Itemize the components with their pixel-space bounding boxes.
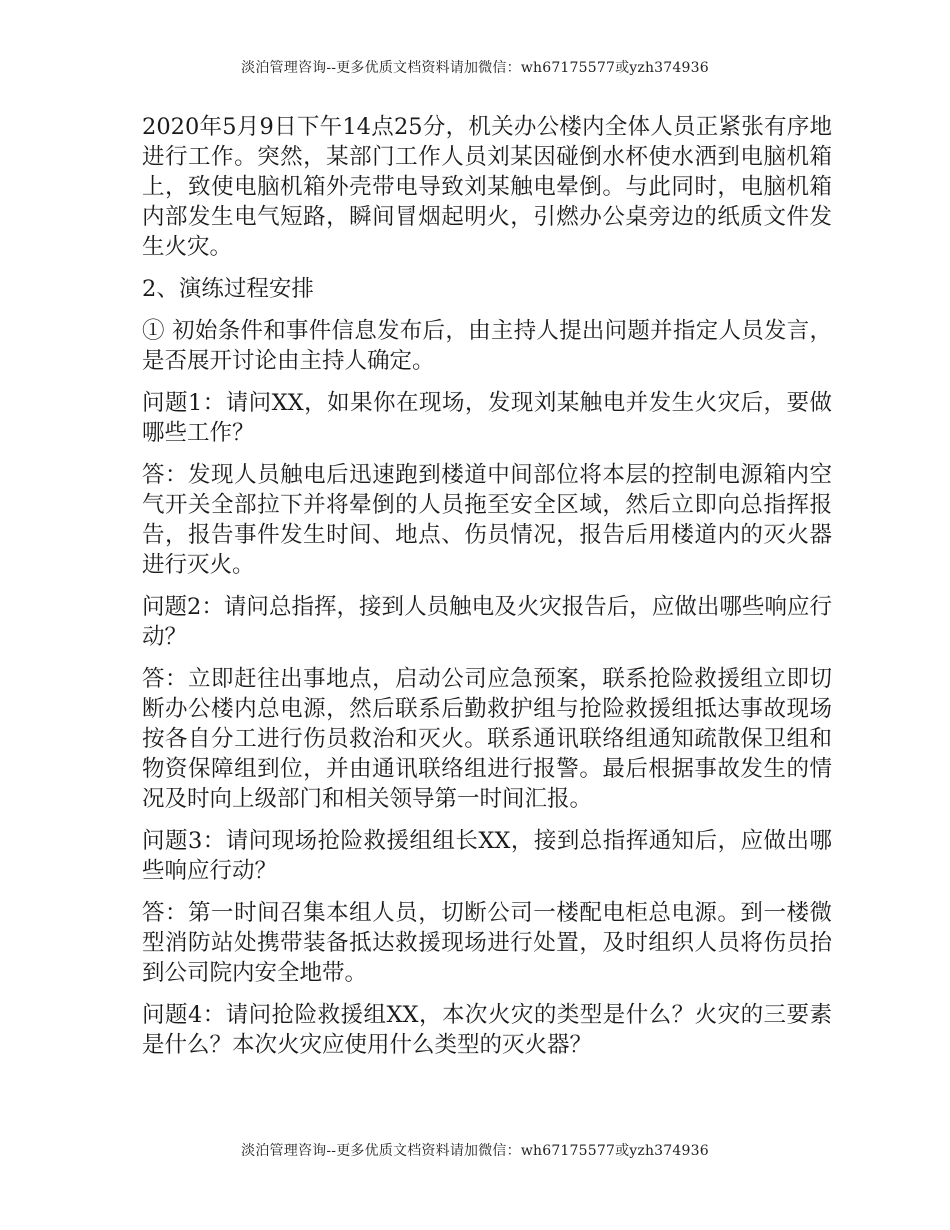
answer-2: 答：立即赶往出事地点，启动公司应急预案，联系抢险救援组立即切断办公楼内总电源，然后联系后勤救护组与抢险救援组抵达事故现场按各自分工进行伤员救治和灭火。联系通讯联络组通知疏散保卫组和物资保障组到位，并由通讯联络组进行报警。最后根据事故发生的情况及时向上级部门和相关领导第一时间汇报。 — [142, 666, 832, 812]
question-3: 问题3：请问现场抢险救援组组长XX，接到总指挥通知后，应做出哪些响应行动？ — [142, 828, 832, 884]
question-4: 问题4：请问抢险救援组XX，本次火灾的类型是什么？火灾的三要素是什么？本次火灾应使用什么类型的灭火器？ — [142, 1002, 832, 1058]
page-header: 淡泊管理咨询--更多优质文档资料请加微信：wh67175577或yzh374936 — [241, 60, 709, 76]
answer-1: 答：发现人员触电后迅速跑到楼道中间部位将本层的控制电源箱内空气开关全部拉下并将晕倒的人员拖至安全区域，然后立即向总指挥报告，报告事件发生时间、地点、伤员情况，报告后用楼道内的灭火器进行灭火。 — [142, 462, 832, 578]
question-2: 问题2：请问总指挥，接到人员触电及火灾报告后，应做出哪些响应行动？ — [142, 594, 832, 650]
document-body — [142, 112, 832, 1072]
page-footer: 淡泊管理咨询--更多优质文档资料请加微信：wh67175577或yzh374936 — [241, 1143, 709, 1159]
step-1-paragraph: ① 初始条件和事件信息发布后，由主持人提出问题并指定人员发言，是否展开讨论由主持人确定。 — [142, 318, 832, 374]
section-heading: 2、演练过程安排 — [142, 276, 314, 302]
answer-3: 答：第一时间召集本组人员，切断公司一楼配电柜总电源。到一楼微型消防站处携带装备抵达救援现场进行处置，及时组织人员将伤员抬到公司院内安全地带。 — [142, 900, 832, 986]
question-1: 问题1：请问XX，如果你在现场，发现刘某触电并发生火灾后，要做哪些工作？ — [142, 390, 832, 446]
scenario-paragraph: 2020年5月9日下午14点25分，机关办公楼内全体人员正紧张有序地进行工作。突然，某部门工作人员刘某因碰倒水杯使水洒到电脑机箱上，致使电脑机箱外壳带电导致刘某触电晕倒。与此同时，电脑机箱内部发生电气短路，瞬间冒烟起明火，引燃办公桌旁边的纸质文件发生火灾。 — [142, 114, 832, 260]
